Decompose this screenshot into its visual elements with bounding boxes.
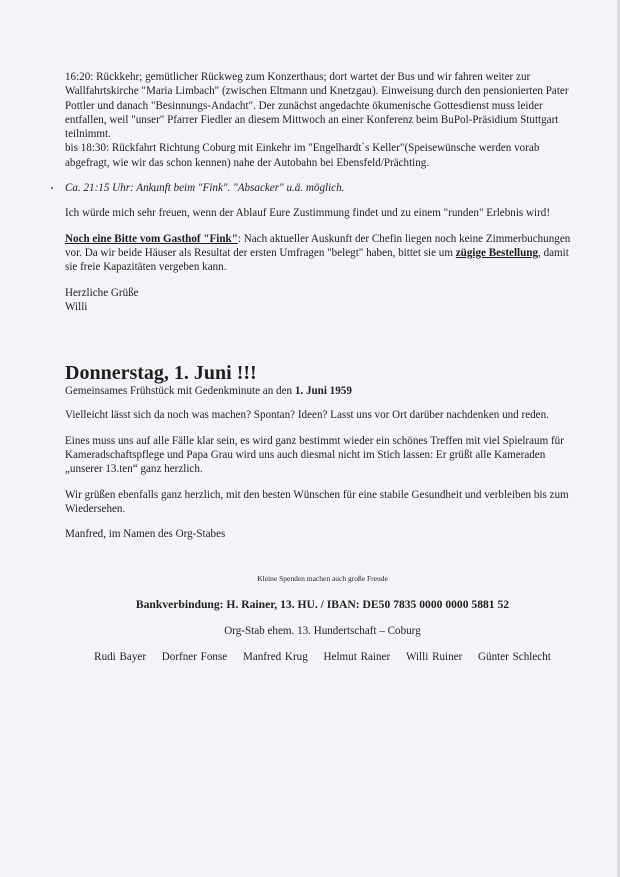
arrival-text: Ca. 21:15 Uhr: Ankunft beim "Fink". "Absacker" u.ä. möglich. [65,182,345,195]
member-name: Helmut Rainer [323,651,391,664]
member-name: Rudi Bayer [94,651,147,664]
schedule-paragraph [65,70,580,170]
member-name: Manfred Krug [242,651,308,664]
arrival-line [65,181,580,195]
greeting-line: Herzliche Grüße [65,286,139,299]
member-name: Günter Schlecht [478,651,551,664]
section-heading: Donnerstag, 1. Juni !!! [65,362,257,385]
bank-details: Bankverbindung: H. Rainer, 13. HU. / IBAN: DE50 7835 0000 0000 5881 52 [135,597,510,611]
member-name: Dorfner Fonse [161,651,228,664]
org-staff-line: Org-Stab ehem. 13. Hundertschaft – Coburg [224,625,421,638]
closing-paragraph: Wir grüßen ebenfalls ganz herzlich, mit den besten Wünschen für eine stabile Gesundheit und verbleiben bis zum Wiedersehen. [65,488,569,515]
subheading-text: Gemeinsames Frühstück mit Gedenkminute an den [65,385,295,398]
greeting-signature: Willi [65,300,88,313]
donation-note: Kleine Spenden machen auch große Freude [257,573,388,583]
schedule-1620: 16:20: Rückkehr; gemütlicher Rückweg zum Konzerthaus; dort wartet der Bus und wir fahren weiter zur Wallfahrtskirche "Maria Limbach" (zwischen Eltmann und Knetzgau). Einweisung durch den pensionierten Pater Pottler und danach "Besinnungs-Andacht". Der zunächst angedachte ökumenische Gottesdienst muss leider entfallen, weil "unser" Pfarrer Fiedler an diesem Mittwoch an einer Konferenz beim BuPol-Präsidium Stuttgart teilnimmt. [65,71,569,141]
gasthof-request-body: Nach aktueller Auskunft der Chefin liegen noch keine Zimmerbuchungen vor. Da wir beide Häuser als Resultat der ersten Umfragen "belegt" haben, bittet sie um [65,232,571,259]
ideas-paragraph: Vielleicht lässt sich da noch was machen? Spontan? Ideen? Lasst uns vor Ort darüber nachdenken und reden. [65,409,549,422]
gasthof-request-paragraph [65,232,580,275]
gasthof-request-colon: : [237,232,241,245]
member-name: Willi Ruiner [405,651,463,664]
schedule-1830: bis 18:30: Rückfahrt Richtung Coburg mit Einkehr im "Engelhardt`s Keller"(Speisewünsche werden vorab abgefragt, wie wir das schon kennen) nahe der Autobahn bei Ebensfeld/Prächting. [65,142,540,169]
approval-paragraph: Ich würde mich sehr freuen, wenn der Ablauf Eure Zustimmung findet und zu einem "runden" Erlebnis wird! [65,207,551,220]
greeting [65,286,580,315]
signature-line: Manfred, im Namen des Org-Stabes [65,528,226,541]
gasthof-request-emphasis: zügige Bestellung [455,246,539,259]
subheading-date: 1. Juni 1959 [294,385,352,398]
bullet-dot [51,187,53,189]
gasthof-request-lead: Noch eine Bitte vom Gasthof "Fink" [65,232,238,245]
member-names [65,650,580,664]
section-subheading [65,384,580,398]
gasthof-request-tail: , damit sie freie Kapazitäten vergeben kann. [65,246,569,274]
meeting-paragraph: Eines muss uns auf alle Fälle klar sein, es wird ganz bestimmt wieder ein schönes Treffen mit viel Spielraum für Kameradschaftspflege und Papa Grau wird uns auch diesmal nicht im Stich lassen: Er grüßt alle Kameraden „unserer 13.ten“ ganz herzlich. [65,434,564,476]
